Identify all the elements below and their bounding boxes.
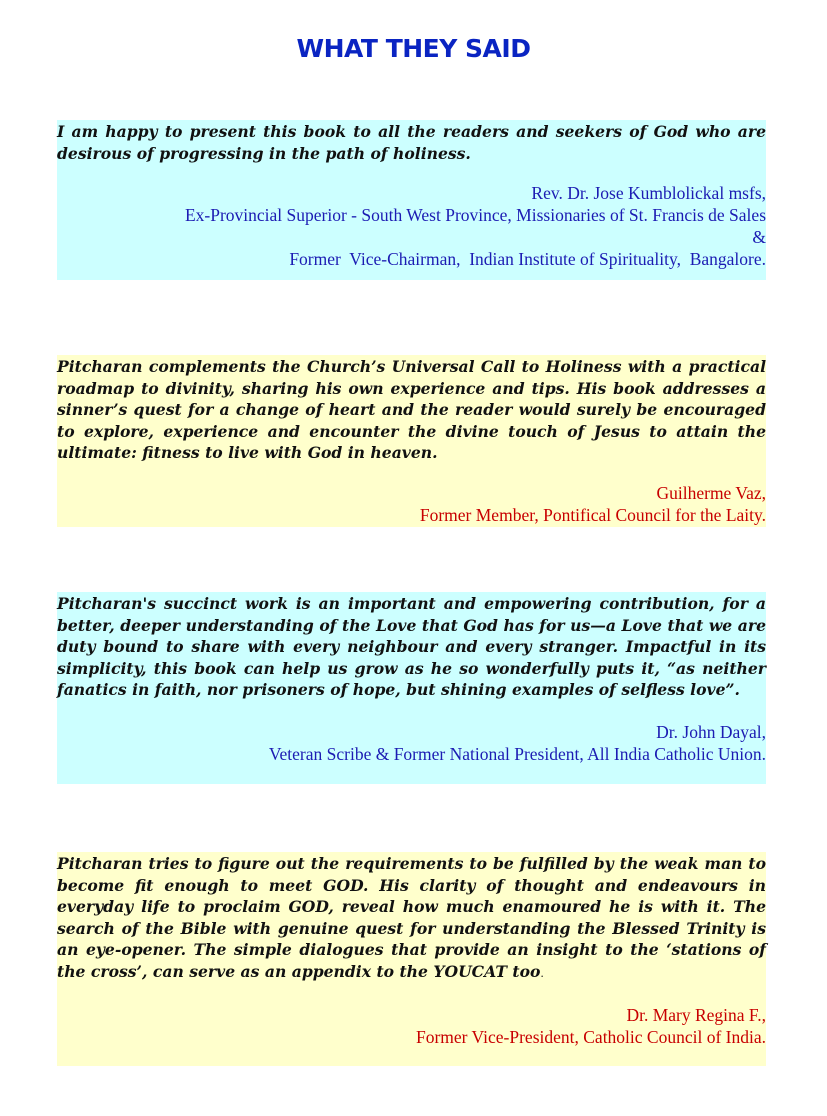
attribution-line: &	[752, 227, 766, 247]
testimonial-quote: Pitcharan's succinct work is an important and empowering contribution, for a better, deeper understanding of the Love that God has for us—a Love that we are duty bound to share with every neighbour and every stranger. Impactful in its simplicity, this book can help us grow as he so wonderfully puts it, “as neither fanatics in faith, nor prisoners of hope, but shining examples of selfless love”.	[57, 594, 766, 699]
attribution-name: Dr. John Dayal,	[656, 721, 766, 742]
testimonial-quote-text: Pitcharan tries to figure out the requirements to be fulfilled by the weak man to become fit enough to meet GOD. His clarity of thought and endeavours in everyday life to proclaim GOD, reveal how much enamoured he is with it. The search of the Bible with genuine quest for understanding the Blessed Trinity is an eye-opener. The simple dialogues that provide an insight to the ‘stations of the cross’, can serve as an appendix to the YOUCAT too	[57, 854, 766, 981]
testimonial-3	[57, 592, 766, 784]
testimonial-quote	[57, 852, 766, 984]
attribution-line: Veteran Scribe & Former National President, All India Catholic Union.	[268, 743, 766, 764]
attribution-line: Former Member, Pontifical Council for the Laity.	[419, 504, 766, 525]
attribution-line: Ex-Provincial Superior - South West Province, Missionaries of St. Francis de Sales	[184, 205, 766, 225]
testimonial-quote: Pitcharan complements the Church’s Universal Call to Holiness with a practical roadmap to divinity, sharing his own experience and tips. His book addresses a sinner’s quest for a change of heart and the reader would surely be encouraged to explore, experience and encounter the divine touch of Jesus to attain the ultimate: fitness to live with God in heaven.	[57, 357, 766, 462]
page-title: WHAT THEY SAID	[296, 34, 531, 63]
testimonial-4	[57, 852, 766, 1066]
attribution-name: Rev. Dr. Jose Kumblolickal msfs,	[531, 183, 766, 203]
testimonial-quote: I am happy to present this book to all the readers and seekers of God who are desirous of progressing in the path of holiness.	[57, 122, 766, 163]
testimonial-2	[57, 355, 766, 527]
attribution-line: Former Vice-Chairman, Indian Institute of Spirituality, Bangalore.	[289, 249, 766, 269]
quote-end: .	[540, 966, 544, 980]
testimonial-1	[57, 120, 766, 280]
attribution-line: Former Vice-President, Catholic Council of India.	[415, 1027, 766, 1047]
attribution-name: Guilherme Vaz,	[656, 482, 766, 503]
attribution-name: Dr. Mary Regina F.,	[626, 1005, 766, 1025]
